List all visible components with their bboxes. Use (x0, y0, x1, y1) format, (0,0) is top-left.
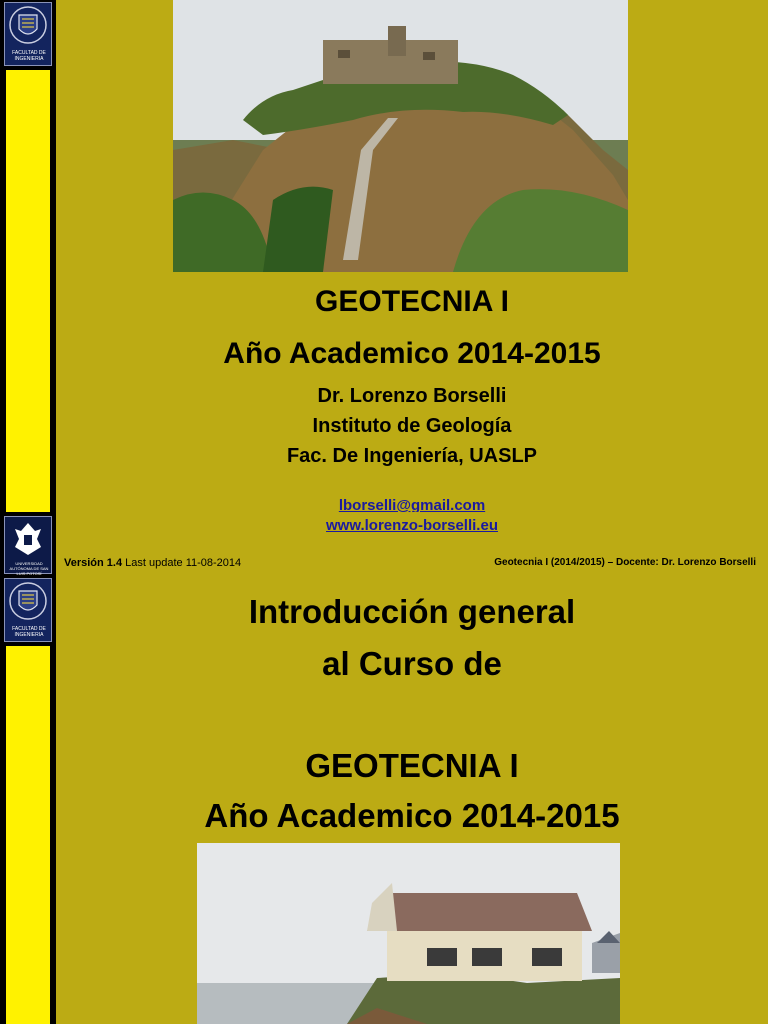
left-stripe (0, 0, 56, 512)
faculty-logo-2 (4, 578, 52, 642)
slide-2 (0, 512, 768, 1024)
email-link[interactable]: lborselli@gmail.com (338, 497, 486, 512)
version-label: Versión 1.4 (64, 557, 123, 569)
uaslp-logo (4, 516, 52, 574)
eagle-crest-icon (5, 517, 51, 561)
slide2-subtitle: Año Academico 2014-2015 (204, 797, 620, 834)
hilltop-town-photo (173, 0, 628, 272)
intro-line-1: Introducción general (248, 593, 576, 630)
author-name: Dr. Lorenzo Borselli (317, 385, 507, 407)
intro-line-2: al Curso de (322, 645, 502, 682)
shield-icon (5, 579, 51, 625)
slide1-subtitle: Año Academico 2014-2015 (223, 337, 601, 370)
slide1-title: GEOTECNIA I (315, 285, 509, 318)
faculty-logo (4, 2, 52, 66)
email-row (56, 496, 768, 512)
shield-icon (5, 3, 51, 49)
institute-name: Instituto de Geología (312, 415, 512, 437)
course-info: Geotecnia I (2014/2015) – Docente: Dr. Lorenzo Borselli (494, 557, 756, 568)
slide2-title: GEOTECNIA I (305, 747, 519, 784)
website-link[interactable]: www.lorenzo-borselli.eu (326, 517, 498, 534)
website-row (56, 516, 768, 536)
version-info (64, 557, 241, 569)
faculty-name: Fac. De Ingeniería, UASLP (286, 445, 538, 467)
uaslp-caption: UNIVERSIDAD AUTÓNOMA DE SAN LUIS POTOSÍ (9, 561, 49, 576)
logo-caption: FACULTAD DE INGENIERIA (12, 50, 46, 62)
yellow-band-2 (6, 646, 50, 1024)
update-label: Last update 11-08-2014 (125, 557, 242, 569)
yellow-band (6, 70, 50, 512)
landslide-house-photo (197, 843, 620, 1024)
logo-caption-2: FACULTAD DE INGENIERIA (12, 626, 46, 638)
